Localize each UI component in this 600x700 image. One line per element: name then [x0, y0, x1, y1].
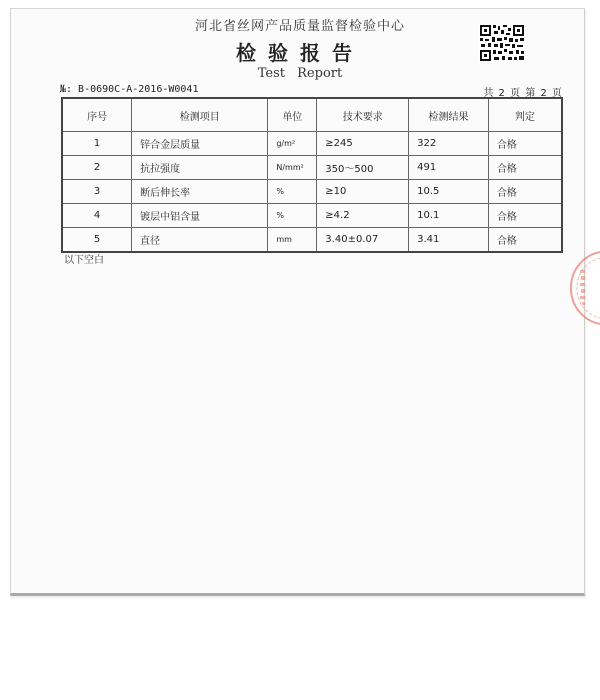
- cell-result: 491: [409, 156, 489, 180]
- cell-seq: 4: [62, 204, 132, 228]
- table-row: [62, 204, 562, 228]
- cell-verdict: 合格: [488, 132, 562, 156]
- organization-name: 河北省丝网产品质量监督检验中心: [194, 19, 405, 34]
- cell-verdict: 合格: [488, 180, 562, 204]
- cell-requirement: ≥10: [317, 180, 409, 204]
- table-header-row: [62, 98, 562, 132]
- cell-result: 10.5: [409, 180, 489, 204]
- cell-result: 10.1: [409, 204, 489, 228]
- cell-requirement: ≥4.2: [317, 204, 409, 228]
- cell-result: 3.41: [409, 228, 489, 253]
- cell-requirement: 350～500: [317, 156, 409, 180]
- cell-unit: %: [268, 204, 317, 228]
- cell-unit: mm: [268, 228, 317, 253]
- column-header-unit: 单位: [268, 98, 317, 132]
- cell-unit: N/mm²: [268, 156, 317, 180]
- cell-item: 断后伸长率: [132, 180, 268, 204]
- table-row: [62, 132, 562, 156]
- table-row: [62, 180, 562, 204]
- cell-item: 锌合金层质量: [132, 132, 268, 156]
- official-seal-stamp: [563, 248, 600, 328]
- report-subtitle: Test Report: [257, 66, 343, 81]
- cell-item: 直径: [132, 228, 268, 253]
- cell-verdict: 合格: [488, 204, 562, 228]
- cell-item: 镀层中铝含量: [132, 204, 268, 228]
- qr-code-icon: [479, 24, 525, 62]
- cell-requirement: 3.40±0.07: [317, 228, 409, 253]
- column-header-verdict: 判定: [488, 98, 562, 132]
- cell-seq: 3: [62, 180, 132, 204]
- cell-verdict: 合格: [488, 228, 562, 253]
- column-header-item: 检测项目: [132, 98, 268, 132]
- cell-requirement: ≥245: [317, 132, 409, 156]
- report-title: 检验报告: [236, 41, 364, 65]
- table-row: [62, 228, 562, 253]
- cell-item: 抗拉强度: [132, 156, 268, 180]
- report-number: №: B-0690C-A-2016-W0041: [60, 84, 199, 95]
- column-header-result: 检测结果: [409, 98, 489, 132]
- cell-unit: g/m²: [268, 132, 317, 156]
- cell-result: 322: [409, 132, 489, 156]
- cell-verdict: 合格: [488, 156, 562, 180]
- cell-unit: %: [268, 180, 317, 204]
- column-header-requirement: 技术要求: [317, 98, 409, 132]
- cell-seq: 1: [62, 132, 132, 156]
- blank-below-note: 以下空白: [64, 255, 104, 266]
- page-indicator: 共 2 页 第 2 页: [483, 88, 563, 99]
- table-row: [62, 156, 562, 180]
- cell-seq: 2: [62, 156, 132, 180]
- cell-seq: 5: [62, 228, 132, 253]
- column-header-seq: 序号: [62, 98, 132, 132]
- test-results-table: [61, 97, 563, 253]
